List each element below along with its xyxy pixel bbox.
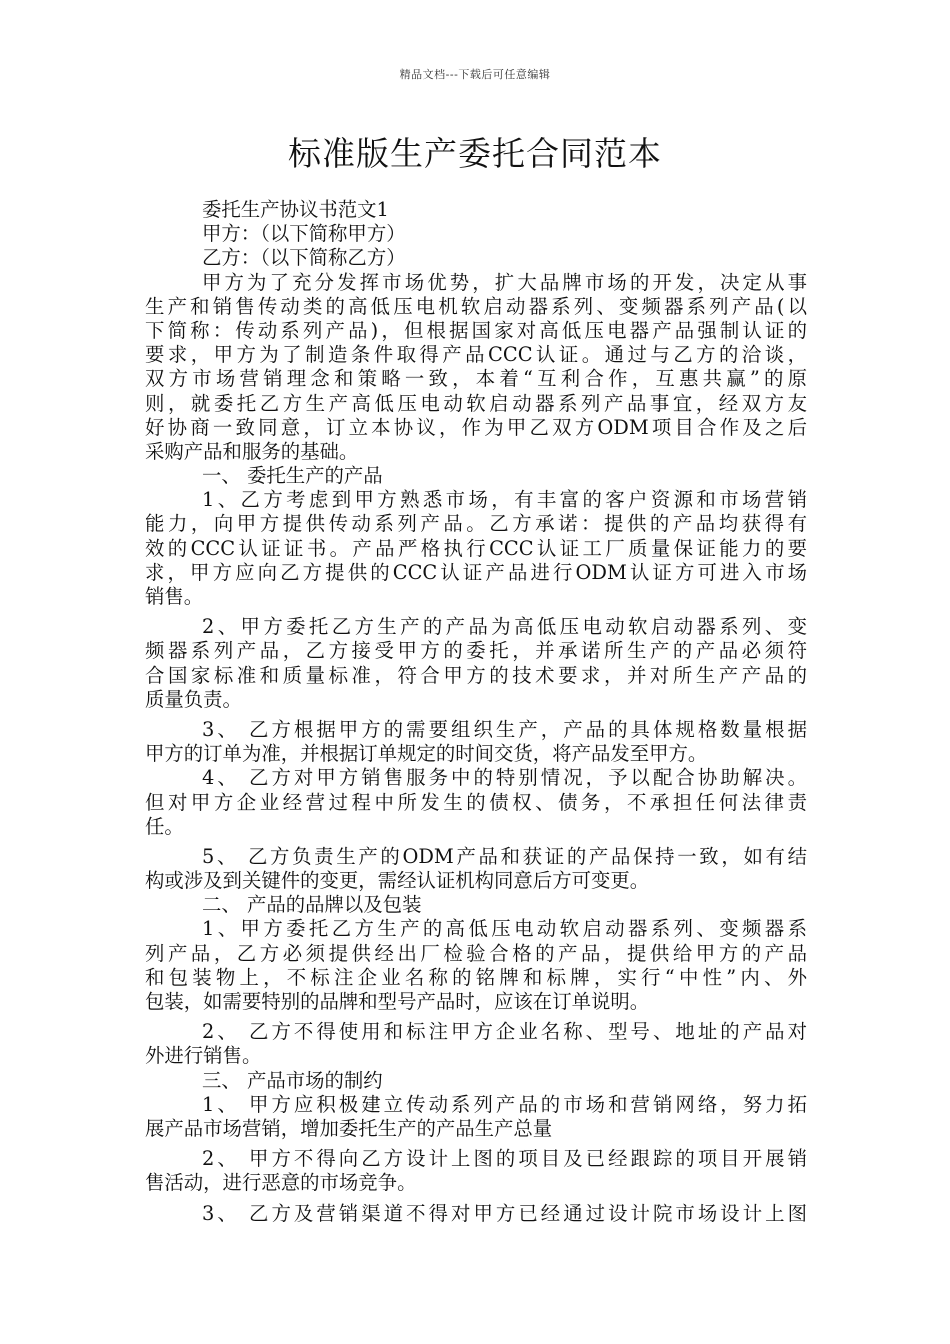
text-line: 采购产品和服务的基础。: [145, 439, 359, 463]
text-line: 2、甲方委托乙方生产的产品为高低压电动软启动器系列、变: [202, 615, 807, 639]
text-line: 要求，甲方为了制造条件取得产品CCC认证。通过与乙方的洽谈，: [145, 343, 807, 367]
section-heading: 一、 委托生产的产品: [202, 464, 383, 488]
text-line: 1、 甲方应积极建立传动系列产品的市场和营销网络，努力拓: [202, 1092, 807, 1116]
text-line: 构或涉及到关键件的变更，需经认证机构同意后方可变更。: [145, 869, 650, 893]
text-line: 甲方为了充分发挥市场优势，扩大品牌市场的开发，决定从事: [202, 270, 807, 294]
text-line: 任。: [145, 814, 184, 838]
text-line: 甲方的订单为准，并根据订单规定的时间交货，将产品发至甲方。: [145, 742, 708, 766]
section-heading: 二、 产品的品牌以及包装: [202, 893, 422, 917]
text-line: 5、 乙方负责生产的ODM产品和获证的产品保持一致，如有结: [202, 844, 807, 868]
text-line: 能力，向甲方提供传动系列产品。乙方承诺：提供的产品均获得有: [145, 512, 807, 536]
text-line: 2、 乙方不得使用和标注甲方企业名称、型号、地址的产品对: [202, 1020, 807, 1044]
text-line: 外进行销售。: [145, 1044, 262, 1068]
text-line: 合国家标准和质量标准，符合甲方的技术要求，并对所生产产品的: [145, 663, 807, 687]
page-header: 精品文档---下载后可任意编辑: [399, 68, 551, 81]
text-line: 委托生产协议书范文1: [202, 198, 389, 221]
text-line: 销售。: [145, 585, 204, 608]
text-line: 1、乙方考虑到甲方熟悉市场，有丰富的客户资源和市场营销: [202, 488, 807, 512]
text-line: 甲方：（以下简称甲方）: [202, 222, 406, 246]
text-line: 和包装物上，不标注企业名称的铭牌和标牌，实行“中性”内、外: [145, 965, 807, 989]
section-heading: 三、 产品市场的制约: [202, 1068, 383, 1092]
text-line: 3、 乙方根据甲方的需要组织生产，产品的具体规格数量根据: [202, 717, 807, 741]
text-line: 包装，如需要特别的品牌和型号产品时，应该在订单说明。: [145, 990, 650, 1013]
text-line: 1、甲方委托乙方生产的高低压电动软启动器系列、变频器系: [202, 917, 807, 941]
text-line: 下简称：传动系列产品)，但根据国家对高低压电器产品强制认证的: [145, 318, 807, 342]
text-line: 但对甲方企业经营过程中所发生的债权、债务，不承担任何法律责: [145, 790, 807, 814]
text-line: 2、 甲方不得向乙方设计上图的项目及已经跟踪的项目开展销: [202, 1147, 807, 1171]
document-title: 标准版生产委托合同范本: [288, 134, 662, 173]
text-line: 效的CCC认证证书。产品严格执行CCC认证工厂质量保证能力的要: [145, 536, 807, 560]
text-line: 3、 乙方及营销渠道不得对甲方已经通过设计院市场设计上图: [202, 1201, 807, 1225]
text-line: 好协商一致同意，订立本协议，作为甲乙双方ODM项目合作及之后: [145, 415, 807, 439]
text-line: 求，甲方应向乙方提供的CCC认证产品进行ODM认证方可进入市场: [145, 560, 807, 584]
text-line: 售活动，进行恶意的市场竞争。: [145, 1171, 417, 1195]
text-line: 乙方：（以下简称乙方）: [202, 246, 406, 270]
text-line: 4、 乙方对甲方销售服务中的特别情况，予以配合协助解决。: [202, 766, 807, 790]
text-line: 频器系列产品，乙方接受甲方的委托，并承诺所生产的产品必须符: [145, 639, 807, 663]
text-line: 则，就委托乙方生产高低压电动软启动器系列产品事宜，经双方友: [145, 391, 807, 415]
text-line: 列产品，乙方必须提供经出厂检验合格的产品，提供给甲方的产品: [145, 941, 807, 965]
document-body: [145, 198, 807, 1226]
text-line: 双方市场营销理念和策略一致，本着“互利合作，互惠共赢”的原: [145, 367, 807, 391]
text-line: 质量负责。: [145, 687, 242, 711]
text-line: 展产品市场营销，增加委托生产的产品生产总量: [145, 1116, 553, 1140]
text-line: 生产和销售传动类的高低压电机软启动器系列、变频器系列产品(以: [145, 294, 807, 318]
